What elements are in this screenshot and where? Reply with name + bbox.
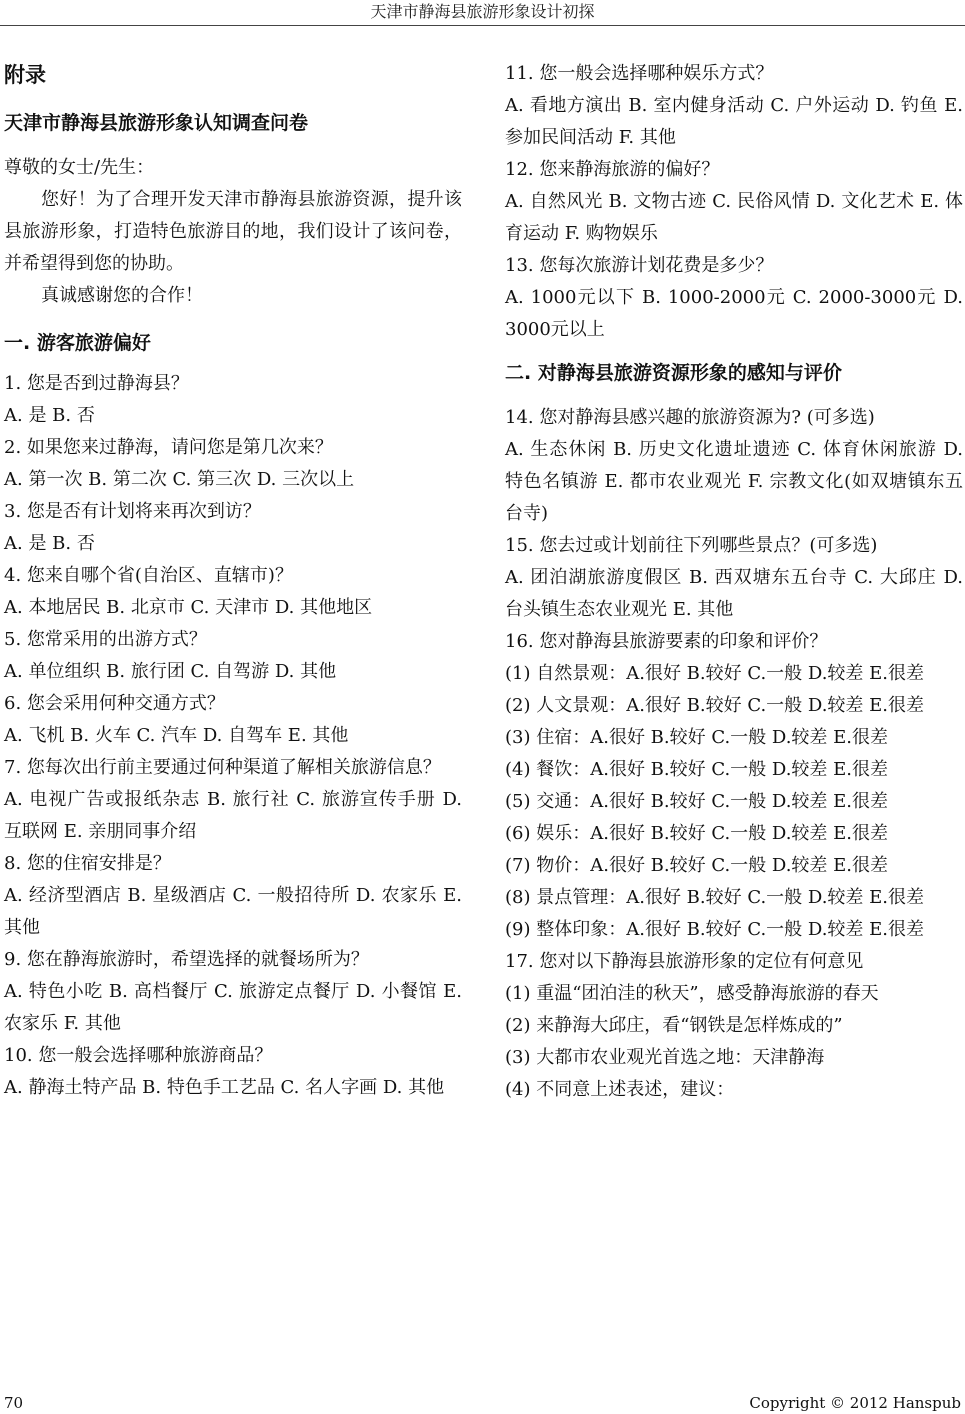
header-rule <box>0 25 965 26</box>
question-item: 14. 您对静海县感兴趣的旅游资源为? (可多选) <box>505 407 875 428</box>
rating-row: (7) 物价：A.很好 B.较好 C.一般 D.较差 E.很差 <box>505 855 888 876</box>
rating-row: (1) 自然景观：A.很好 B.较好 C.一般 D.较差 E.很差 <box>505 663 924 684</box>
answer-options: A. 单位组织 B. 旅行团 C. 自驾游 D. 其他 <box>4 661 337 682</box>
answer-options: A. 静海土特产品 B. 特色手工艺品 C. 名人字画 D. 其他 <box>4 1077 445 1098</box>
intro-paragraph: 您好！为了合理开发天津市静海县旅游资源，提升该县旅游形象，打造特色旅游目的地，我们设计了该问卷，并希望得到您的协助。 <box>4 189 462 274</box>
positioning-option: (3) 大都市农业观光首选之地：天津静海 <box>505 1047 825 1068</box>
rating-row: (5) 交通：A.很好 B.较好 C.一般 D.较差 E.很差 <box>505 791 888 812</box>
running-header: 天津市静海县旅游形象设计初探 <box>370 2 595 21</box>
rating-row: (6) 娱乐：A.很好 B.较好 C.一般 D.较差 E.很差 <box>505 823 888 844</box>
question-item: 11. 您一般会选择哪种娱乐方式？ <box>505 63 774 84</box>
rating-row: (9) 整体印象：A.很好 B.较好 C.一般 D.较差 E.很差 <box>505 919 924 940</box>
answer-options: A. 飞机 B. 火车 C. 汽车 D. 自驾车 E. 其他 <box>4 725 349 746</box>
thanks-line: 真诚感谢您的合作！ <box>41 285 203 306</box>
right-column <box>505 58 963 1106</box>
question-item: 7. 您每次出行前主要通过何种渠道了解相关旅游信息？ <box>4 757 441 778</box>
question-item: 15. 您去过或计划前往下列哪些景点？(可多选) <box>505 535 878 556</box>
copyright-notice: Copyright © 2012 Hanspub <box>749 1394 961 1412</box>
survey-title: 天津市静海县旅游形象认知调查问卷 <box>4 112 309 134</box>
question-item: 2. 如果您来过静海，请问您是第几次来？ <box>4 437 333 458</box>
page-number: 70 <box>4 1394 24 1412</box>
positioning-option: (4) 不同意上述表述，建议： <box>505 1079 735 1100</box>
answer-options: A. 特色小吃 B. 高档餐厅 C. 旅游定点餐厅 D. 小餐馆 E. 农家乐 F. 其他 <box>4 981 462 1034</box>
answer-options: A. 1000元以下 B. 1000-2000元 C. 2000-3000元 D. 3000元以上 <box>505 287 963 340</box>
question-item: 4. 您来自哪个省(自治区、直辖市)？ <box>4 565 293 586</box>
answer-options: A. 经济型酒店 B. 星级酒店 C. 一般招待所 D. 农家乐 E. 其他 <box>4 885 462 938</box>
question-item: 17. 您对以下静海县旅游形象的定位有何意见 <box>505 951 864 972</box>
rating-row: (4) 餐饮：A.很好 B.较好 C.一般 D.较差 E.很差 <box>505 759 888 780</box>
answer-options: A. 第一次 B. 第二次 C. 第三次 D. 三次以上 <box>4 469 355 490</box>
question-item: 9. 您在静海旅游时，希望选择的就餐场所为？ <box>4 949 369 970</box>
question-item: 16. 您对静海县旅游要素的印象和评价？ <box>505 631 828 652</box>
greeting: 尊敬的女士/先生： <box>4 157 155 178</box>
question-item: 6. 您会采用何种交通方式？ <box>4 693 225 714</box>
rating-row: (8) 景点管理：A.很好 B.较好 C.一般 D.较差 E.很差 <box>505 887 924 908</box>
section-2-heading: 二. 对静海县旅游资源形象的感知与评价 <box>505 362 842 384</box>
left-column <box>4 58 462 1104</box>
question-item: 10. 您一般会选择哪种旅游商品？ <box>4 1045 273 1066</box>
answer-options: A. 是 B. 否 <box>4 405 95 426</box>
question-item: 1. 您是否到过静海县？ <box>4 373 189 394</box>
question-item: 3. 您是否有计划将来再次到访？ <box>4 501 261 522</box>
positioning-option: (2) 来静海大邱庄，看“钢铁是怎样炼成的” <box>505 1015 843 1036</box>
appendix-title: 附录 <box>4 63 46 87</box>
question-item: 12. 您来静海旅游的偏好？ <box>505 159 720 180</box>
answer-options: A. 生态休闲 B. 历史文化遗址遗迹 C. 体育休闲旅游 D. 特色名镇游 E. 都市农业观光 F. 宗教文化(如双塘镇东五台寺) <box>505 439 963 524</box>
rating-row: (3) 住宿：A.很好 B.较好 C.一般 D.较差 E.很差 <box>505 727 888 748</box>
rating-row: (2) 人文景观：A.很好 B.较好 C.一般 D.较差 E.很差 <box>505 695 924 716</box>
question-item: 5. 您常采用的出游方式？ <box>4 629 207 650</box>
question-item: 13. 您每次旅游计划花费是多少？ <box>505 255 774 276</box>
positioning-option: (1) 重温“团泊洼的秋天”，感受静海旅游的春天 <box>505 983 879 1004</box>
question-item: 8. 您的住宿安排是？ <box>4 853 171 874</box>
answer-options: A. 电视广告或报纸杂志 B. 旅行社 C. 旅游宣传手册 D. 互联网 E. 亲朋同事介绍 <box>4 789 462 842</box>
answer-options: A. 是 B. 否 <box>4 533 95 554</box>
answer-options: A. 团泊湖旅游度假区 B. 西双塘东五台寺 C. 大邱庄 D. 台头镇生态农业观光 E. 其他 <box>505 567 963 620</box>
answer-options: A. 看地方演出 B. 室内健身活动 C. 户外运动 D. 钓鱼 E. 参加民间活动 F. 其他 <box>505 95 963 148</box>
answer-options: A. 本地居民 B. 北京市 C. 天津市 D. 其他地区 <box>4 597 373 618</box>
answer-options: A. 自然风光 B. 文物古迹 C. 民俗风情 D. 文化艺术 E. 体育运动 F. 购物娱乐 <box>505 191 963 244</box>
section-1-heading: 一. 游客旅游偏好 <box>4 332 151 354</box>
